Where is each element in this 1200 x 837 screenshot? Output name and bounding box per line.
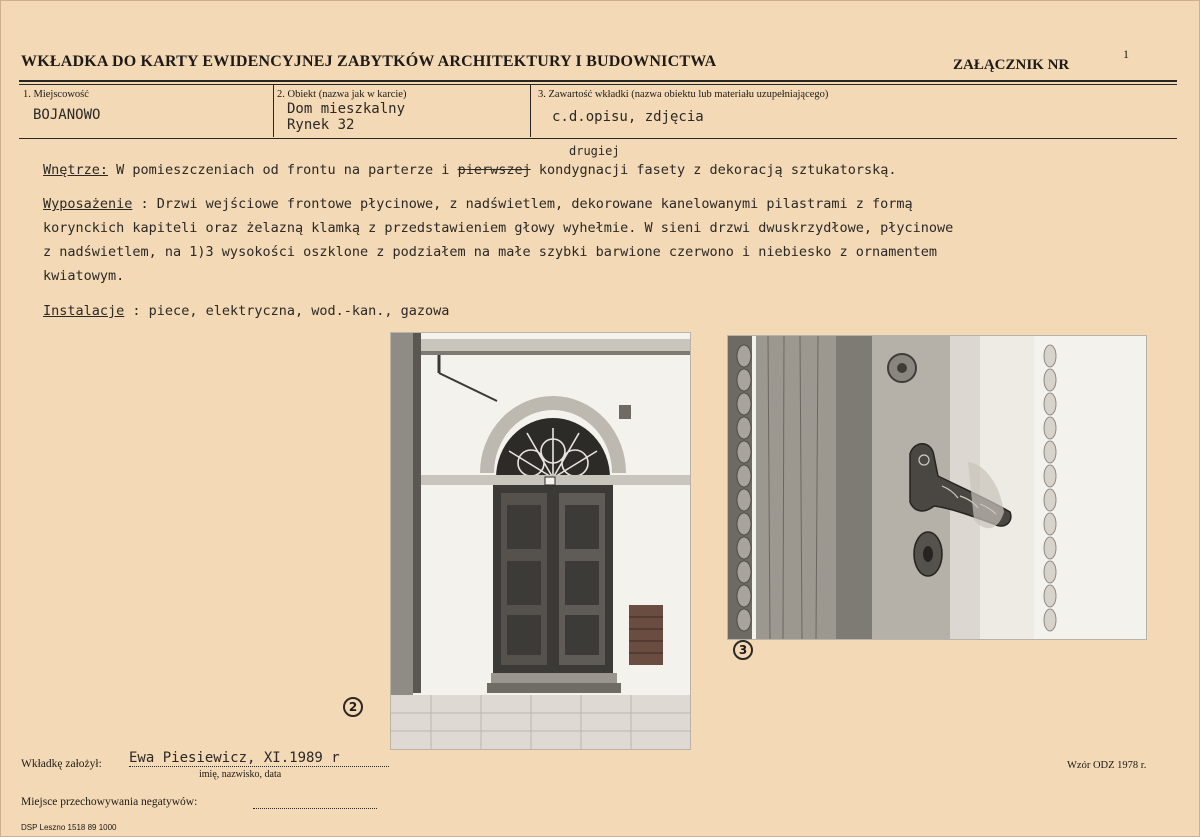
interior-text-b: kondygnacji fasety z dekoracją sztukatorską. bbox=[538, 162, 897, 178]
print-info: DSP Leszno 1518 89 1000 bbox=[21, 823, 117, 832]
storage-value-line bbox=[253, 807, 377, 809]
equipment-line-2: korynckich kapiteli oraz żelazną klamką z przedstawieniem głowy wyhełmie. W sieni drzwi dwuskrzydłowe, płycinowe bbox=[43, 220, 954, 236]
object-value-address: Rynek 32 bbox=[287, 117, 355, 133]
installations-text: : piece, elektryczna, wod.-kan., gazowa bbox=[132, 303, 450, 319]
object-label: 2. Obiekt (nazwa jak w karcie) bbox=[277, 89, 407, 100]
created-by-value: Ewa Piesiewicz, XI.1989 r bbox=[129, 750, 389, 767]
storage-label: Miejsce przechowywania negatywów: bbox=[21, 796, 198, 808]
equipment-line-1: : Drzwi wejściowe frontowe płycinowe, z nadświetlem, dekorowane kanelowanymi pilastrami z formą bbox=[140, 196, 913, 212]
object-value-name: Dom mieszkalny bbox=[287, 101, 406, 117]
interior-paragraph bbox=[43, 158, 896, 182]
photo-facade-door bbox=[390, 332, 691, 750]
installations-paragraph bbox=[43, 299, 449, 323]
header-rule bbox=[19, 80, 1177, 82]
location-label: 1. Miejscowość bbox=[23, 89, 89, 100]
location-value: BOJANOWO bbox=[33, 107, 101, 123]
created-by-label: Wkładkę założył: bbox=[21, 758, 102, 770]
equipment-paragraph bbox=[43, 192, 953, 288]
field-divider bbox=[273, 85, 274, 137]
header-rule-thin bbox=[19, 84, 1177, 85]
photo-number-2: 2 bbox=[343, 697, 363, 717]
installations-heading: Instalacje bbox=[43, 303, 125, 319]
equipment-line-3: z nadświetlem, na 1)3 wysokości oszklone z podziałem na małe szybki barwione czerwono i niebiesko z ornamentem bbox=[43, 244, 938, 260]
content-label: 3. Zawartość wkładki (nazwa obiektu lub materiału uzupełniającego) bbox=[538, 89, 829, 100]
equipment-heading: Wyposażenie bbox=[43, 196, 133, 212]
interior-struck-word: pierwszej bbox=[457, 162, 531, 178]
interior-heading: Wnętrze: bbox=[43, 162, 109, 178]
form-id: Wzór ODZ 1978 r. bbox=[1067, 760, 1147, 771]
interior-text-a: W pomieszczeniach od frontu na parterze i bbox=[116, 162, 450, 178]
field-divider bbox=[530, 85, 531, 137]
photo-door-handle bbox=[727, 335, 1147, 640]
equipment-line-4: kwiatowym. bbox=[43, 268, 125, 284]
created-by-caption: imię, nazwisko, data bbox=[199, 769, 282, 780]
annex-number: 1 bbox=[1123, 47, 1129, 61]
photo-number-3: 3 bbox=[733, 640, 753, 660]
inserted-word: drugiej bbox=[569, 144, 620, 158]
annex-label: ZAŁĄCZNIK NR bbox=[953, 57, 1070, 73]
content-value: c.d.opisu, zdjęcia bbox=[552, 109, 704, 125]
card-title: WKŁADKA DO KARTY EWIDENCYJNEJ ZABYTKÓW ARCHITEKTURY I BUDOWNICTWA bbox=[21, 53, 717, 70]
